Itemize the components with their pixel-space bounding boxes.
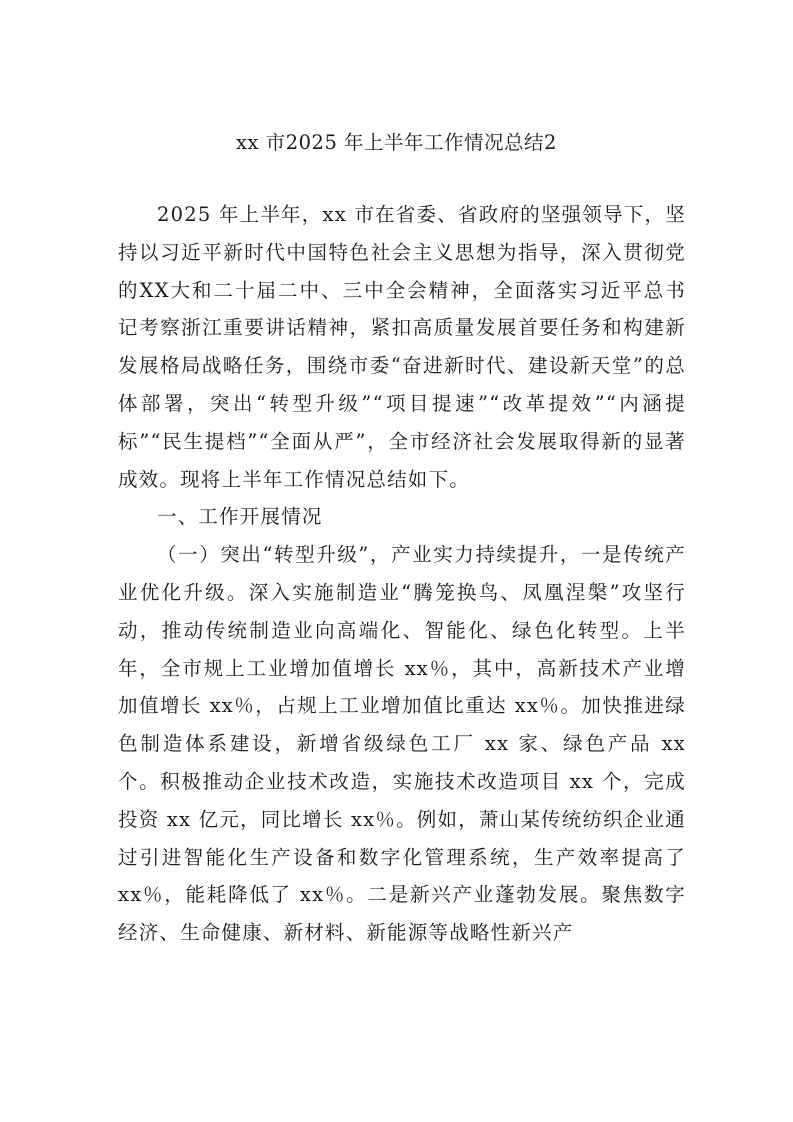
document-body: [118, 196, 686, 952]
document-title: xx 市2025 年上半年工作情况总结2: [236, 131, 557, 154]
section-heading: 一、工作开展情况: [157, 505, 323, 529]
paragraph-intro: 2025 年上半年，xx 市在省委、省政府的坚强领导下，坚持以习近平新时代中国特色社会主义思想为指导，深入贯彻党的XX大和二十届二中、三中全会精神，全面落实习近平总书记考察浙江重要讲话精神，紧扣高质量发展首要任务和构建新发展格局战略任务，围绕市委“奋进新时代、建设新天堂”的总体部署，突出“转型升级”“项目提速”“改革提效”“内涵提标”“民生提档”“全面从严”，全市经济社会发展取得新的显著成效。现将上半年工作情况总结如下。: [118, 203, 686, 491]
paragraph-section-1: （一）突出“转型升级”，产业实力持续提升，一是传统产业优化升级。深入实施制造业“腾笼换鸟、凤凰涅槃”攻坚行动，推动传统制造业向高端化、智能化、绿色化转型。上半年，全市规上工业增加值增长 xx％，其中，高新技术产业增加值增长 xx％，占规上工业增加值比重达 xx％。加快推进绿色制造体系建设，新增省级绿色工厂 xx 家、绿色产品 xx 个。积极推动企业技术改造，实施技术改造项目 xx 个，完成投资 xx 亿元，同比增长 xx％。例如，萧山某传统纺织企业通过引进智能化生产设备和数字化管理系统，生产效率提高了 xx％，能耗降低了 xx％。二是新兴产业蓬勃发展。聚焦数字经济、生命健康、新材料、新能源等战略性新兴产: [118, 543, 686, 945]
